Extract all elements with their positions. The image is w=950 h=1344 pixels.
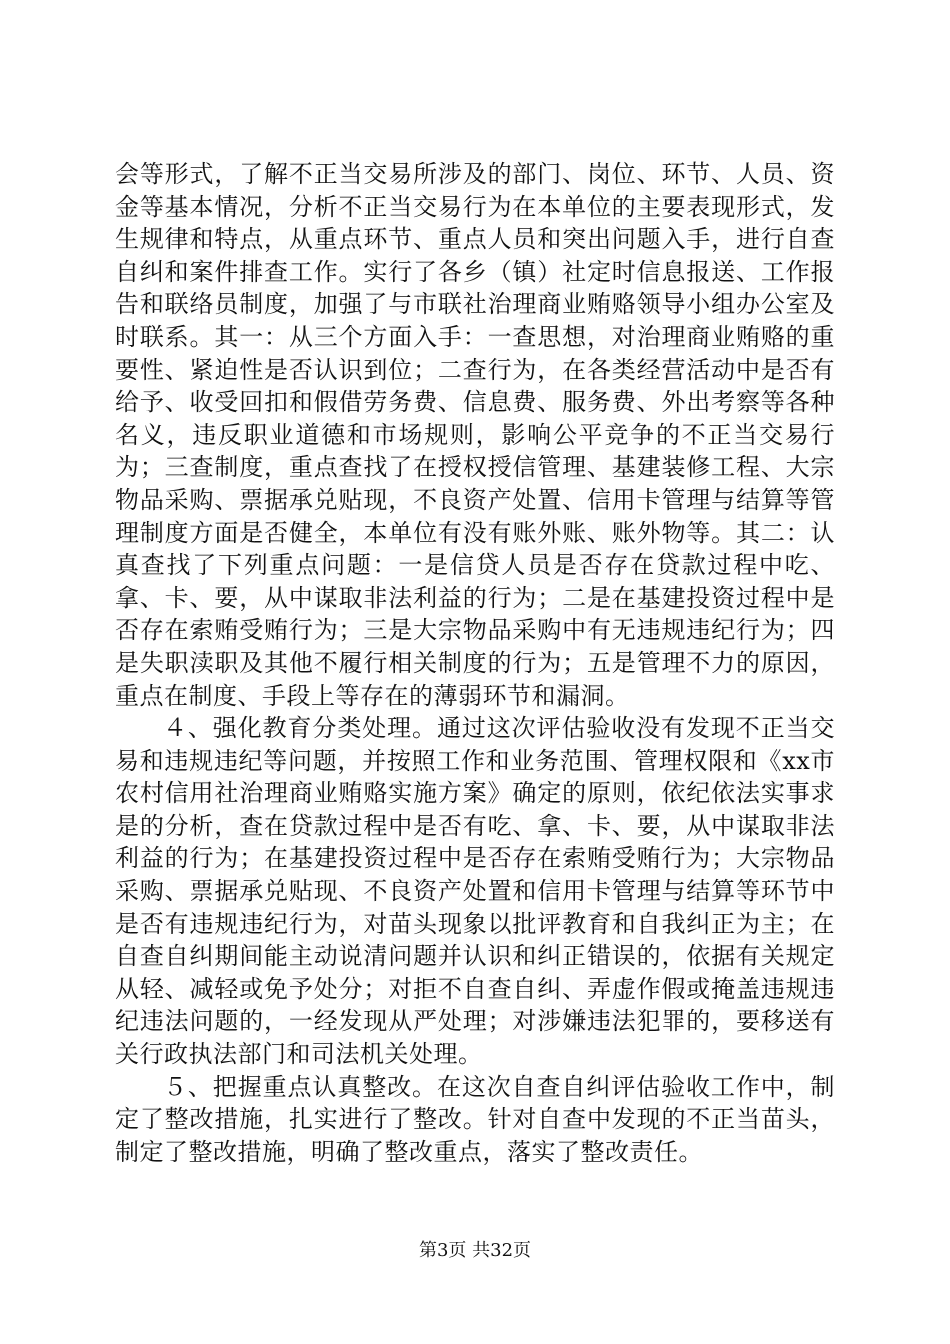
- paragraph-1: 会等形式，了解不正当交易所涉及的部门、岗位、环节、人员、资金等基本情况，分析不正当交易行为在本单位的主要表现形式，发生规律和特点，从重点环节、重点人员和突出问题入手，进行自查自纠和案件排查工作。实行了各乡（镇）社定时信息报送、工作报告和联络员制度，加强了与市联社治理商业贿赂领导小组办公室及时联系。其一：从三个方面入手：一查思想，对治理商业贿赂的重要性、紧迫性是否认识到位；二查行为，在各类经营活动中是否有给予、收受回扣和假借劳务费、信息费、服务费、外出考察等各种名义，违反职业道德和市场规则，影响公平竞争的不正当交易行为；三查制度，重点查找了在授权授信管理、基建装修工程、大宗物品采购、票据承兑贴现，不良资产处置、信用卡管理与结算等管理制度方面是否健全，本单位有没有账外账、账外物等。其二：认真查找了下列重点问题：一是信贷人员是否存在贷款过程中吃、拿、卡、要，从中谋取非法利益的行为；二是在基建投资过程中是否存在索贿受贿行为；三是大宗物品采购中有无违规违纪行为；四是失职渎职及其他不履行相关制度的行为；五是管理不力的原因，重点在制度、手段上等存在的薄弱环节和漏洞。: [115, 160, 835, 710]
- paragraph-3: ５、把握重点认真整改。在这次自查自纠评估验收工作中，制定了整改措施，扎实进行了整改。针对自查中发现的不正当苗头，制定了整改措施，明确了整改重点，落实了整改责任。: [115, 1072, 835, 1166]
- page-number-footer: 第3页 共32页: [418, 1240, 532, 1261]
- document-body: [115, 158, 835, 1168]
- paragraph-2: ４、强化教育分类处理。通过这次评估验收没有发现不正当交易和违规违纪等问题，并按照工作和业务范围、管理权限和《xx市农村信用社治理商业贿赂实施方案》确定的原则，依纪依法实事求是的分析，查在贷款过程中是否有吃、拿、卡、要，从中谋取非法利益的行为；在基建投资过程中是否存在索贿受贿行为；大宗物品采购、票据承兑贴现、不良资产处置和信用卡管理与结算等环节中是否有违规违纪行为，对苗头现象以批评教育和自我纠正为主；在自查自纠期间能主动说清问题并认识和纠正错误的，依据有关规定从轻、减轻或免予处分；对拒不自查自纠、弄虚作假或掩盖违规违纪违法问题的，一经发现从严处理；对涉嫌违法犯罪的，要移送有关行政执法部门和司法机关处理。: [115, 714, 835, 1069]
